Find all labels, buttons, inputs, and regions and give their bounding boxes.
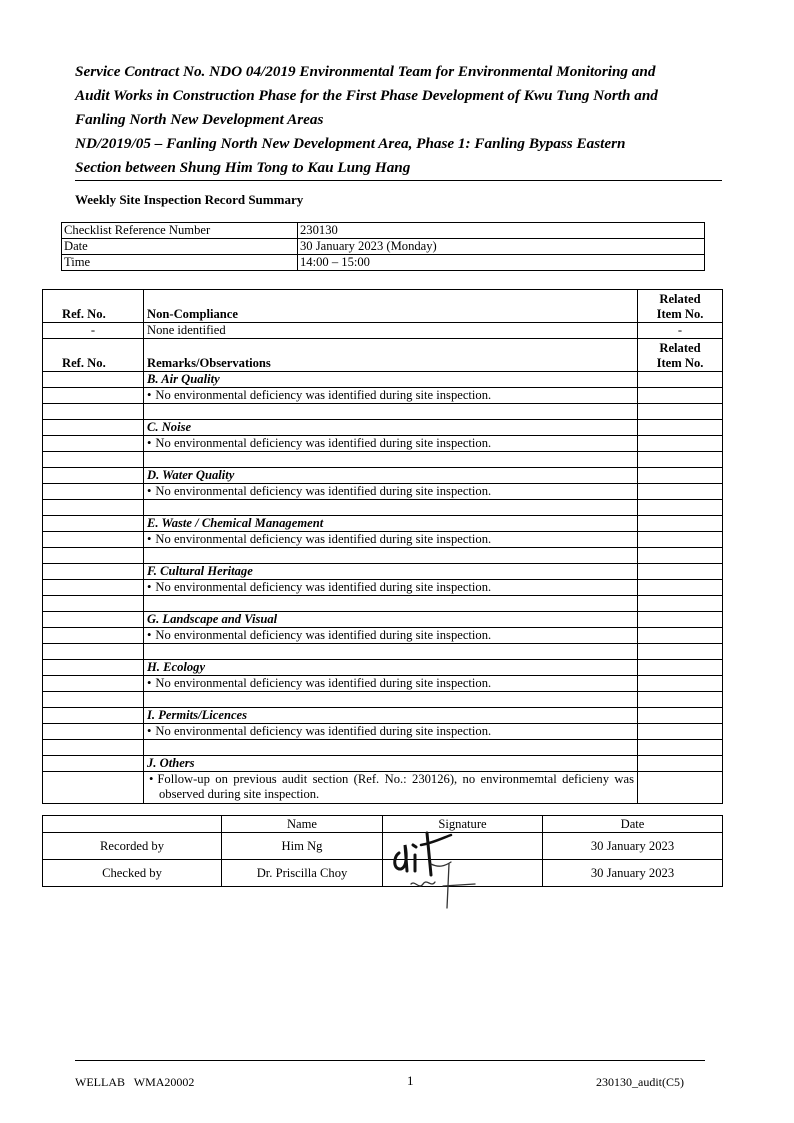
remark-text: • No environmental deficiency was identified during site inspection. (144, 532, 638, 548)
related-cell (638, 692, 723, 708)
page-number: 1 (407, 1073, 414, 1088)
desc-cell (144, 452, 638, 468)
info-value: 230130 (298, 223, 705, 239)
table-row (62, 239, 705, 255)
table-row (43, 372, 723, 388)
desc-cell (144, 740, 638, 756)
table-header-row (43, 290, 723, 323)
table-row (43, 676, 723, 692)
section-heading: J. Others (144, 756, 638, 772)
desc-cell (144, 692, 638, 708)
desc-cell (144, 644, 638, 660)
ref-cell (43, 548, 144, 564)
table-row (43, 452, 723, 468)
table-row (43, 833, 723, 860)
related-cell (638, 548, 723, 564)
name-header: Name (222, 816, 383, 833)
table-row (43, 468, 723, 484)
remarks-header: Remarks/Observations (144, 339, 638, 372)
signoff-table (42, 815, 723, 887)
table-row (43, 420, 723, 436)
section-heading: H. Ecology (144, 660, 638, 676)
table-header-row (43, 339, 723, 372)
table-row (43, 644, 723, 660)
table-row (43, 612, 723, 628)
ref-header: Ref. No. (43, 290, 144, 323)
checklist-info-table (61, 222, 705, 271)
remark-text: • No environmental deficiency was identified during site inspection. (144, 484, 638, 500)
related-header: Related Item No. (638, 290, 723, 323)
header-line: ND/2019/05 – Fanling North New Development Area, Phase 1: Fanling Bypass Eastern (75, 135, 626, 152)
footer-left: WELLAB WMA20002 (75, 1075, 195, 1089)
signature-cell (383, 860, 543, 887)
name-cell: Him Ng (222, 833, 383, 860)
remark-text: • No environmental deficiency was identified during site inspection. (144, 388, 638, 404)
table-row (43, 708, 723, 724)
table-row (43, 532, 723, 548)
ref-header: Ref. No. (43, 339, 144, 372)
noncompliance-header: Non-Compliance (144, 290, 638, 323)
related-cell: - (638, 323, 723, 339)
ref-cell (43, 692, 144, 708)
section-heading: I. Permits/Licences (144, 708, 638, 724)
desc-cell (144, 596, 638, 612)
table-row (43, 860, 723, 887)
table-row (43, 548, 723, 564)
table-row (43, 500, 723, 516)
ref-cell (43, 404, 144, 420)
table-row (43, 596, 723, 612)
name-cell: Dr. Priscilla Choy (222, 860, 383, 887)
table-row (43, 740, 723, 756)
desc-cell (144, 548, 638, 564)
ref-cell: - (43, 323, 144, 339)
related-cell (638, 500, 723, 516)
desc-cell (144, 404, 638, 420)
info-value: 30 January 2023 (Monday) (298, 239, 705, 255)
table-row (43, 692, 723, 708)
info-label: Time (62, 255, 298, 271)
date-header: Date (543, 816, 723, 833)
ref-cell (43, 644, 144, 660)
ref-cell (43, 740, 144, 756)
related-header: Related Item No. (638, 339, 723, 372)
section-heading: G. Landscape and Visual (144, 612, 638, 628)
header-line: Section between Shung Him Tong to Kau Lung Hang (75, 159, 411, 176)
table-row (43, 580, 723, 596)
table-row (43, 323, 723, 339)
ref-cell (43, 500, 144, 516)
desc-cell (144, 500, 638, 516)
role-cell: Checked by (43, 860, 222, 887)
table-row (43, 756, 723, 772)
section-heading: B. Air Quality (144, 372, 638, 388)
table-row (62, 223, 705, 239)
table-row (43, 724, 723, 740)
table-row (43, 388, 723, 404)
section-heading: F. Cultural Heritage (144, 564, 638, 580)
remark-text: • No environmental deficiency was identified during site inspection. (144, 724, 638, 740)
table-row (43, 484, 723, 500)
role-cell: Recorded by (43, 833, 222, 860)
inspection-table (42, 289, 723, 804)
table-row (43, 564, 723, 580)
blank-header (43, 816, 222, 833)
table-row (43, 772, 723, 804)
footer-divider (75, 1060, 705, 1061)
related-cell (638, 740, 723, 756)
remark-text: • No environmental deficiency was identified during site inspection. (144, 628, 638, 644)
section-heading: E. Waste / Chemical Management (144, 516, 638, 532)
section-heading: C. Noise (144, 420, 638, 436)
related-cell (638, 452, 723, 468)
table-header-row (43, 816, 723, 833)
table-row (43, 660, 723, 676)
table-row (43, 404, 723, 420)
remark-text: • No environmental deficiency was identified during site inspection. (144, 676, 638, 692)
info-label: Date (62, 239, 298, 255)
signature-header: Signature (383, 816, 543, 833)
remark-text: • No environmental deficiency was identified during site inspection. (144, 580, 638, 596)
table-row (43, 628, 723, 644)
date-cell: 30 January 2023 (543, 860, 723, 887)
table-row (62, 255, 705, 271)
ref-cell (43, 596, 144, 612)
related-cell (638, 596, 723, 612)
date-cell: 30 January 2023 (543, 833, 723, 860)
table-row (43, 516, 723, 532)
signature-cell (383, 833, 543, 860)
document-header (75, 60, 715, 180)
table-row (43, 436, 723, 452)
info-value: 14:00 – 15:00 (298, 255, 705, 271)
info-label: Checklist Reference Number (62, 223, 298, 239)
footer-right: 230130_audit(C5) (596, 1075, 684, 1089)
desc-cell: None identified (144, 323, 638, 339)
remark-text: • Follow-up on previous audit section (Ref. No.: 230126), no environmemtal deficieny was observed during site inspection. (144, 772, 638, 804)
section-heading: D. Water Quality (144, 468, 638, 484)
header-line: Fanling North New Development Areas (75, 111, 324, 128)
remark-text: • No environmental deficiency was identified during site inspection. (144, 436, 638, 452)
ref-cell (43, 452, 144, 468)
related-cell (638, 644, 723, 660)
header-line: Service Contract No. NDO 04/2019 Environmental Team for Environmental Monitoring and (75, 63, 656, 80)
header-line: Audit Works in Construction Phase for the First Phase Development of Kwu Tung North and (75, 87, 658, 104)
related-cell (638, 404, 723, 420)
header-divider (75, 180, 722, 181)
section-title: Weekly Site Inspection Record Summary (75, 192, 304, 207)
